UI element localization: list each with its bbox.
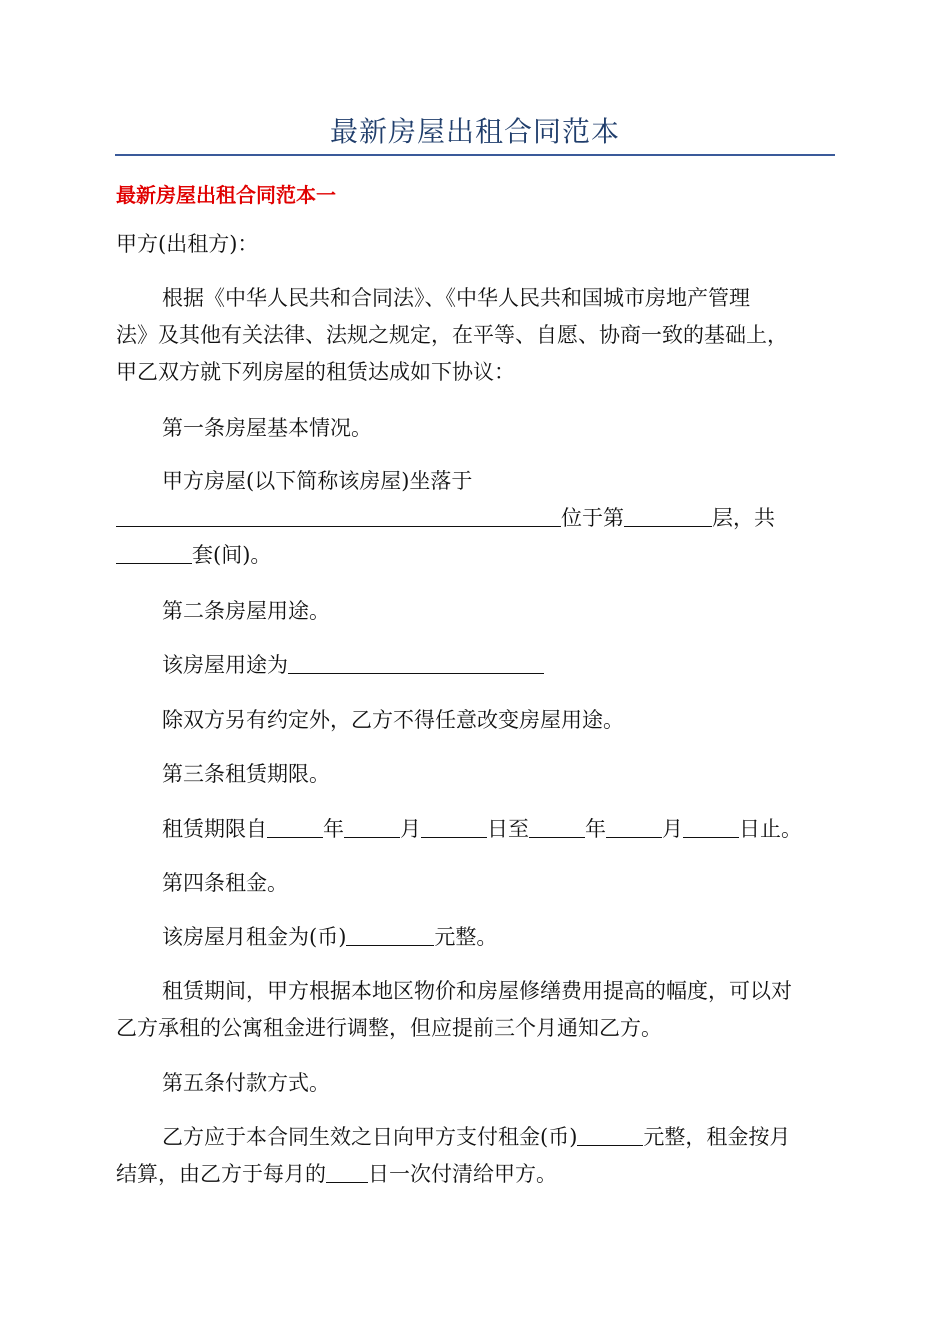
- floor-suffix: 层，共: [712, 506, 775, 530]
- floor-blank: [624, 502, 712, 527]
- intro-line-1: 根据《中华人民共和合同法》、《中华人民共和国城市房地产管理: [162, 286, 750, 310]
- rent-adjust-line-2: 乙方承租的公寓租金进行调整，但应提前三个月通知乙方。: [116, 1016, 662, 1040]
- article1-title: 第一条房屋基本情况。: [162, 416, 372, 440]
- article3-title: 第三条租赁期限。: [162, 762, 330, 786]
- term-month-2: 月: [662, 817, 683, 841]
- rent-line: [116, 919, 882, 956]
- units-blank: [116, 539, 192, 564]
- term-line: [116, 811, 882, 848]
- end-day-blank: [683, 813, 739, 838]
- pay-prefix: 乙方应于本合同生效之日向甲方支付租金(币): [162, 1125, 578, 1149]
- floor-prefix: 位于第: [561, 506, 624, 530]
- usage-prefix: 该房屋用途为: [162, 653, 288, 677]
- term-day-to: 日至: [487, 817, 529, 841]
- payment-line-2: [116, 1156, 836, 1193]
- article5-title: 第五条付款方式。: [162, 1071, 330, 1095]
- pay-day-blank: [326, 1158, 368, 1183]
- intro-line-3: 甲乙双方就下列房屋的租赁达成如下协议：: [116, 360, 515, 384]
- rent-adjust-paragraph: [116, 973, 836, 1047]
- address-blank: [116, 502, 561, 527]
- title-underline-rule: [115, 154, 835, 156]
- pay-line2-suffix: 日一次付清给甲方。: [368, 1162, 557, 1186]
- term-month-1: 月: [400, 817, 421, 841]
- term-prefix: 租赁期限自: [162, 817, 267, 841]
- location-prefix: 甲方房屋(以下简称该房屋)坐落于: [162, 469, 473, 493]
- section-heading: 最新房屋出租合同范本一: [116, 183, 336, 207]
- payment-paragraph: [116, 1119, 836, 1193]
- pay-mid: 元整，租金按月: [643, 1125, 791, 1149]
- location-line-3: [116, 537, 836, 574]
- intro-line-2: 法》及其他有关法律、法规之规定，在平等、自愿、协商一致的基础上，: [116, 323, 788, 347]
- rent-suffix: 元整。: [434, 925, 498, 949]
- party-a-line: 甲方(出租方)：: [116, 232, 259, 256]
- usage-line: [116, 647, 882, 684]
- term-year-1: 年: [323, 817, 344, 841]
- rent-amount-blank: [346, 921, 434, 946]
- units-suffix: 套(间)。: [192, 543, 272, 567]
- rent-adjust-line-1: 租赁期间，甲方根据本地区物价和房屋修缮费用提高的幅度，可以对: [162, 979, 792, 1003]
- payment-line-1: [116, 1119, 836, 1156]
- pay-line2-prefix: 结算，由乙方于每月的: [116, 1162, 326, 1186]
- article4-title: 第四条租金。: [162, 871, 288, 895]
- article2-title: 第二条房屋用途。: [162, 599, 330, 623]
- article1-location-paragraph: [116, 463, 836, 574]
- start-month-blank: [344, 813, 400, 838]
- end-year-blank: [529, 813, 585, 838]
- usage-restriction: 除双方另有约定外，乙方不得任意改变房屋用途。: [162, 708, 624, 732]
- start-year-blank: [267, 813, 323, 838]
- term-day-end: 日止。: [739, 817, 802, 841]
- term-year-2: 年: [585, 817, 606, 841]
- start-day-blank: [421, 813, 487, 838]
- document-title: 最新房屋出租合同范本: [329, 115, 620, 148]
- rent-prefix: 该房屋月租金为(币): [162, 925, 347, 949]
- pay-amount-blank: [577, 1121, 643, 1146]
- usage-blank: [288, 649, 544, 674]
- end-month-blank: [606, 813, 662, 838]
- location-line-2: [116, 500, 836, 537]
- intro-paragraph: [116, 280, 836, 391]
